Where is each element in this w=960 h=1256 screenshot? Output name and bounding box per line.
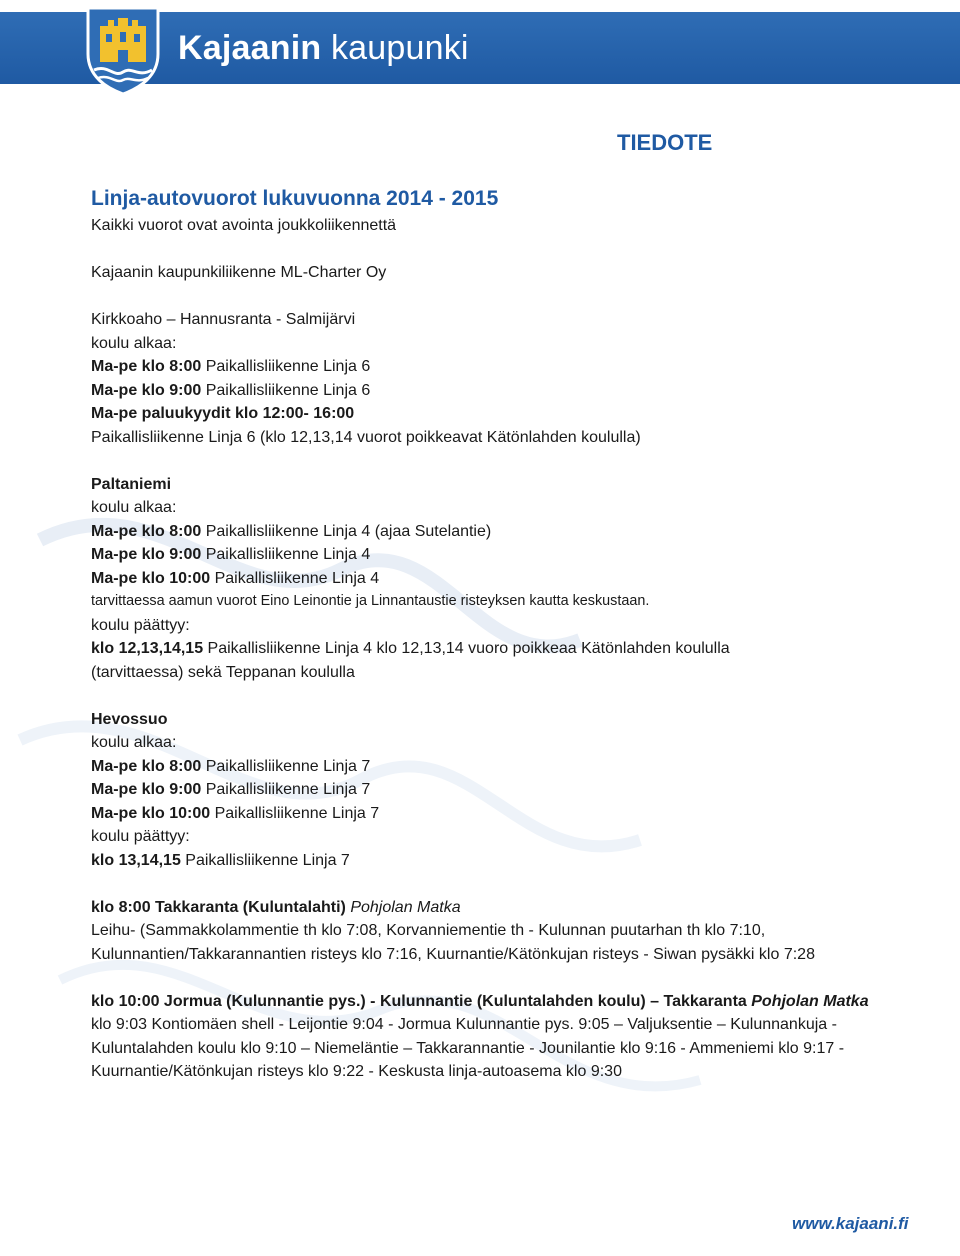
subtitle: Kaikki vuorot ovat avointa joukkoliikennettä [91,217,397,234]
schedule-line: klo 12,13,14,15 Paikallisliikenne Linja 4 klo 12,13,14 vuoro poikkeaa Kätönlahden koululla [91,640,730,657]
schedule-line: Paikallisliikenne Linja 6 (klo 12,13,14 vuorot poikkeavat Kätönlahden koululla) [91,428,641,446]
route-heading: Hevossuo [91,710,168,728]
header [0,0,960,92]
coat-of-arms-icon [84,4,162,96]
schedule-line: Ma-pe klo 9:00 Paikallisliikenne Linja 4 [91,546,371,563]
footer-url[interactable]: www.kajaani.fi [792,1214,909,1233]
school-start-label: koulu alkaa: [91,499,177,516]
schedule-line: Ma-pe klo 9:00 Paikallisliikenne Linja 6 [91,381,371,399]
route-heading: Kirkkoaho – Hannusranta - Salmijärvi [91,311,356,328]
schedule-line: Ma-pe klo 9:00 Paikallisliikenne Linja 7 [91,781,371,798]
schedule-line: Ma-pe klo 8:00 Paikallisliikenne Linja 4 (ajaa Sutelantie) [91,522,492,540]
route-heading: klo 8:00 Takkaranta (Kuluntalahti) Pohjolan Matka [91,898,461,916]
page-title: Linja-autovuorot lukuvuonna 2014 - 2015 [91,187,499,210]
brand-bold: Kajaanin [178,29,322,67]
brand-light: kaupunki [330,29,469,67]
route-heading: Paltaniemi [91,475,172,493]
route-stops: Leihu- (Sammakkolammentie th klo 7:08, Korvanniementie th - Kulunnan puutarhan th klo 7:10, Kulunnantien/Takkarannantien risteys klo 7:16, Kuurnantie/Kätönkujan risteys - Siwan pysäkki klo 7:28 [91,922,815,963]
route-heading: klo 10:00 Jormua (Kulunnantie pys.) - Kulunnantie (Kuluntalahden koulu) – Takkaranta Pohjolan Matka [91,992,869,1010]
school-end-label: koulu päättyy: [91,616,190,634]
school-start-label: koulu alkaa: [91,334,177,352]
document-body [91,184,891,1084]
document-label: TIEDOTE [617,130,713,155]
schedule-line: Ma-pe klo 8:00 Paikallisliikenne Linja 7 [91,757,371,775]
operator: Kajaanin kaupunkiliikenne ML-Charter Oy [91,264,387,281]
school-end-label: koulu päättyy: [91,828,190,845]
schedule-line: Ma-pe klo 8:00 Paikallisliikenne Linja 6 [91,358,371,375]
schedule-line: klo 13,14,15 Paikallisliikenne Linja 7 [91,851,350,869]
schedule-line: Ma-pe klo 10:00 Paikallisliikenne Linja 4 [91,569,380,587]
schedule-line: Ma-pe klo 10:00 Paikallisliikenne Linja 7 [91,804,380,822]
route-stops: klo 9:03 Kontiomäen shell - Leijontie 9:04 - Jormua Kulunnantie pys. 9:05 – Valjuksentie – Kulunnankuja - Kuluntalahden koulu klo 9:10 – Niemeläntie – Takkarannantie - Jounilantie klo 9:16 - Ammeniemi klo 9:17 - Kuurnantie/Kätönkujan risteys klo 9:22 - Keskusta linja-autoasema klo 9:30 [91,1016,845,1080]
schedule-line: Ma-pe paluukyydit klo 12:00- 16:00 [91,405,355,422]
school-start-label: koulu alkaa: [91,734,177,751]
brand-name [178,24,469,72]
schedule-note: tarvittaessa aamun vuorot Eino Leinontie ja Linnantaustie risteyksen kautta keskustaan. [91,593,650,609]
schedule-line: (tarvittaessa) sekä Teppanan koululla [91,663,355,681]
